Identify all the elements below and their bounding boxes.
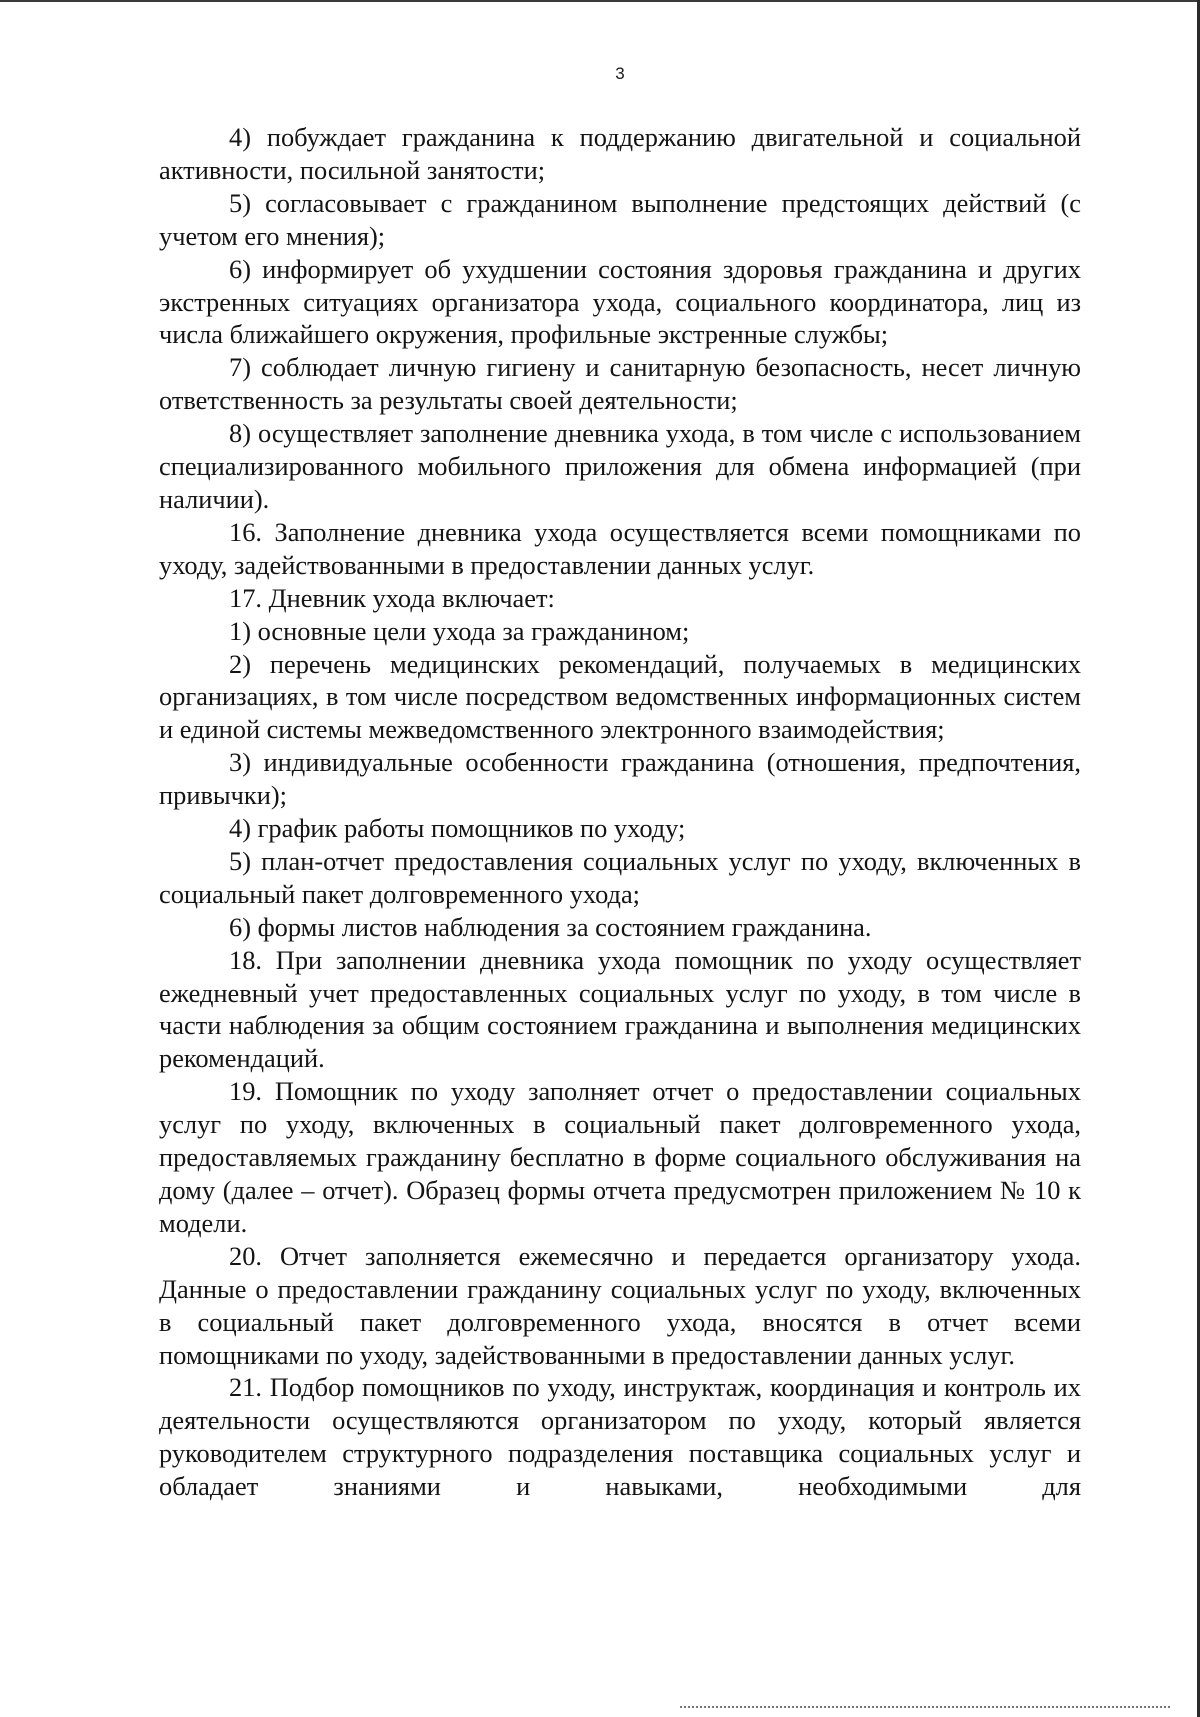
paragraph-item-8-diary: 8) осуществляет заполнение дневника ухода, в том числе с использованием специализированного мобильного приложения для обмена информацией (при наличии).: [159, 418, 1081, 514]
page-number: 3: [615, 64, 625, 83]
paragraph-19: 19. Помощник по уходу заполняет отчет о предоставлении социальных услуг по уходу, включенных в социальный пакет долговременного ухода, предоставляемых гражданину бесплатно в форме социального обслуживания на дому (далее – отчет). Образец формы отчета предусмотрен приложением № 10 к модели.: [159, 1076, 1081, 1238]
paragraph-18: 18. При заполнении дневника ухода помощник по уходу осуществляет ежедневный учет предоставленных социальных услуг по уходу, в том числе в части наблюдения за общим состоянием гражданина и выполнения медицинских рекомендаций.: [159, 944, 1081, 1074]
paragraph-item-7-hygiene: 7) соблюдает личную гигиену и санитарную безопасность, несет личную ответственность за результаты своей деятельности;: [159, 352, 1081, 416]
paragraph-21: 21. Подбор помощников по уходу, инструктаж, координация и контроль их деятельности осуществляются организатором по уходу, который является руководителем структурного подразделения поставщика социальных услуг и обладает знаниями и навыками, необходимыми для: [159, 1372, 1081, 1502]
paragraph-item-4-motivation: 4) побуждает гражданина к поддержанию двигательной и социальной активности, посильной занятости;: [159, 122, 1081, 185]
document-body: [159, 121, 1081, 1503]
paragraph-17-item-5: 5) план-отчет предоставления социальных услуг по уходу, включенных в социальный пакет долговременного ухода;: [159, 845, 1081, 909]
paragraph-17-item-3: 3) индивидуальные особенности гражданина (отношения, предпочтения, привычки);: [159, 747, 1081, 811]
paragraph-17: 17. Дневник ухода включает:: [229, 582, 555, 613]
paragraph-20: 20. Отчет заполняется ежемесячно и передается организатору ухода. Данные о предоставлении гражданину социальных услуг по уходу, включенных в социальный пакет долговременного ухода, вносятся в отчет всеми помощниками по уходу, задействованными в предоставлении данных услуг.: [159, 1240, 1081, 1370]
paragraph-17-item-4: 4) график работы помощников по уходу;: [229, 813, 686, 844]
paragraph-17-item-1: 1) основные цели ухода за гражданином;: [229, 615, 690, 646]
paragraph-item-6-informing: 6) информирует об ухудшении состояния здоровья гражданина и других экстренных ситуациях организатора ухода, социального координатора, лиц из числа ближайшего окружения, профильные экстренные службы;: [159, 253, 1081, 350]
paragraph-16: 16. Заполнение дневника ухода осуществляется всеми помощниками по уходу, задействованными в предоставлении данных услуг.: [159, 516, 1081, 580]
scan-bottom-dashes: [680, 1706, 1170, 1708]
paragraph-item-5-agreement: 5) согласовывает с гражданином выполнение предстоящих действий (с учетом его мнения);: [159, 187, 1081, 251]
paragraph-17-item-6: 6) формы листов наблюдения за состоянием гражданина.: [229, 911, 872, 942]
paragraph-17-item-2: 2) перечень медицинских рекомендаций, получаемых в медицинских организациях, в том числе посредством ведомственных информационных систем и единой системы межведомственного электронного взаимодействия;: [159, 648, 1081, 745]
scan-top-edge: [0, 0, 1200, 2]
